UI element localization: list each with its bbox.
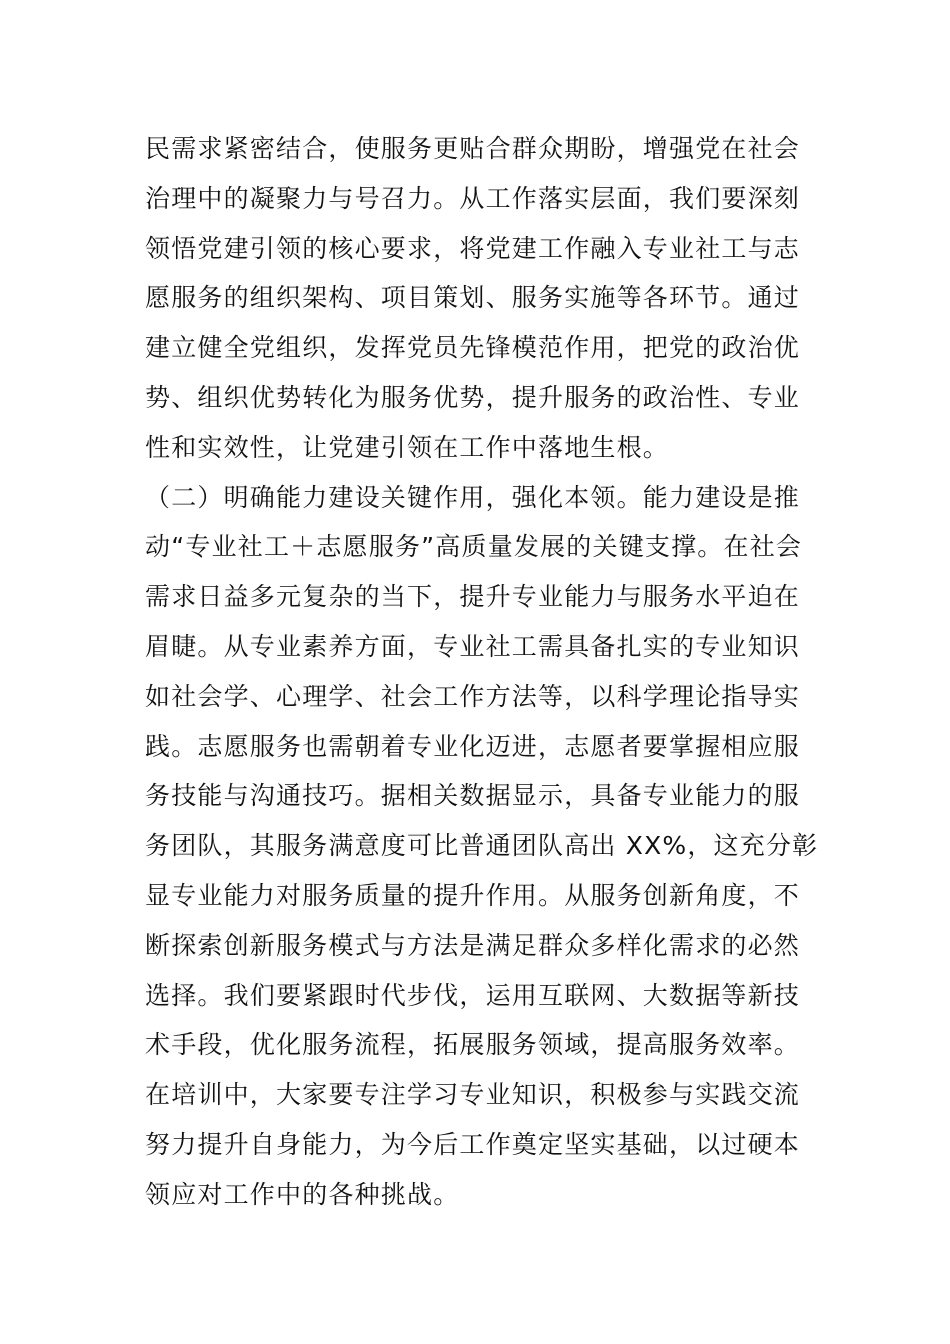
text-line: 建立健全党组织，发挥党员先锋模范作用，把党的政治优	[145, 333, 801, 363]
text-line: 性和实效性，让党建引领在工作中落地生根。	[145, 432, 670, 462]
text-line: 眉睫。从专业素养方面，专业社工需具备扎实的专业知识	[145, 631, 801, 661]
text-line: 践。志愿服务也需朝着专业化迈进，志愿者要掌握相应服	[145, 731, 801, 761]
text-line: 领悟党建引领的核心要求，将党建工作融入专业社工与志	[145, 233, 801, 263]
text-line: 断探索创新服务模式与方法是满足群众多样化需求的必然	[145, 930, 801, 960]
text-line: 显专业能力对服务质量的提升作用。从服务创新角度，不	[145, 880, 801, 910]
text-line: 务技能与沟通技巧。据相关数据显示，具备专业能力的服	[145, 781, 801, 811]
text-line: 民需求紧密结合，使服务更贴合群众期盼，增强党在社会	[145, 134, 801, 163]
text-line: 势、组织优势转化为服务优势，提升服务的政治性、专业	[145, 382, 801, 412]
text-line: 领应对工作中的各种挑战。	[145, 1179, 460, 1209]
text-line: 愿服务的组织架构、项目策划、服务实施等各环节。通过	[145, 283, 801, 313]
text-line: 术手段，优化服务流程，拓展服务领域，提高服务效率。	[145, 1030, 801, 1060]
text-line: 动“专业社工＋志愿服务”高质量发展的关键支撑。在社会	[145, 532, 803, 562]
text-line: 务团队，其服务满意度可比普通团队高出 XX%，这充分彰	[145, 831, 819, 861]
text-line: 治理中的凝聚力与号召力。从工作落实层面，我们要深刻	[145, 183, 801, 213]
body-text	[145, 124, 819, 1220]
section-heading-line: （二）明确能力建设关键作用，强化本领。能力建设是推	[145, 482, 801, 512]
text-line: 如社会学、心理学、社会工作方法等，以科学理论指导实	[145, 681, 801, 711]
text-line: 努力提升自身能力，为今后工作奠定坚实基础，以过硬本	[145, 1129, 801, 1159]
text-line: 选择。我们要紧跟时代步伐，运用互联网、大数据等新技	[145, 980, 801, 1010]
text-line: 在培训中，大家要专注学习专业知识，积极参与实践交流	[145, 1080, 801, 1110]
text-line: 需求日益多元复杂的当下，提升专业能力与服务水平迫在	[145, 582, 801, 612]
